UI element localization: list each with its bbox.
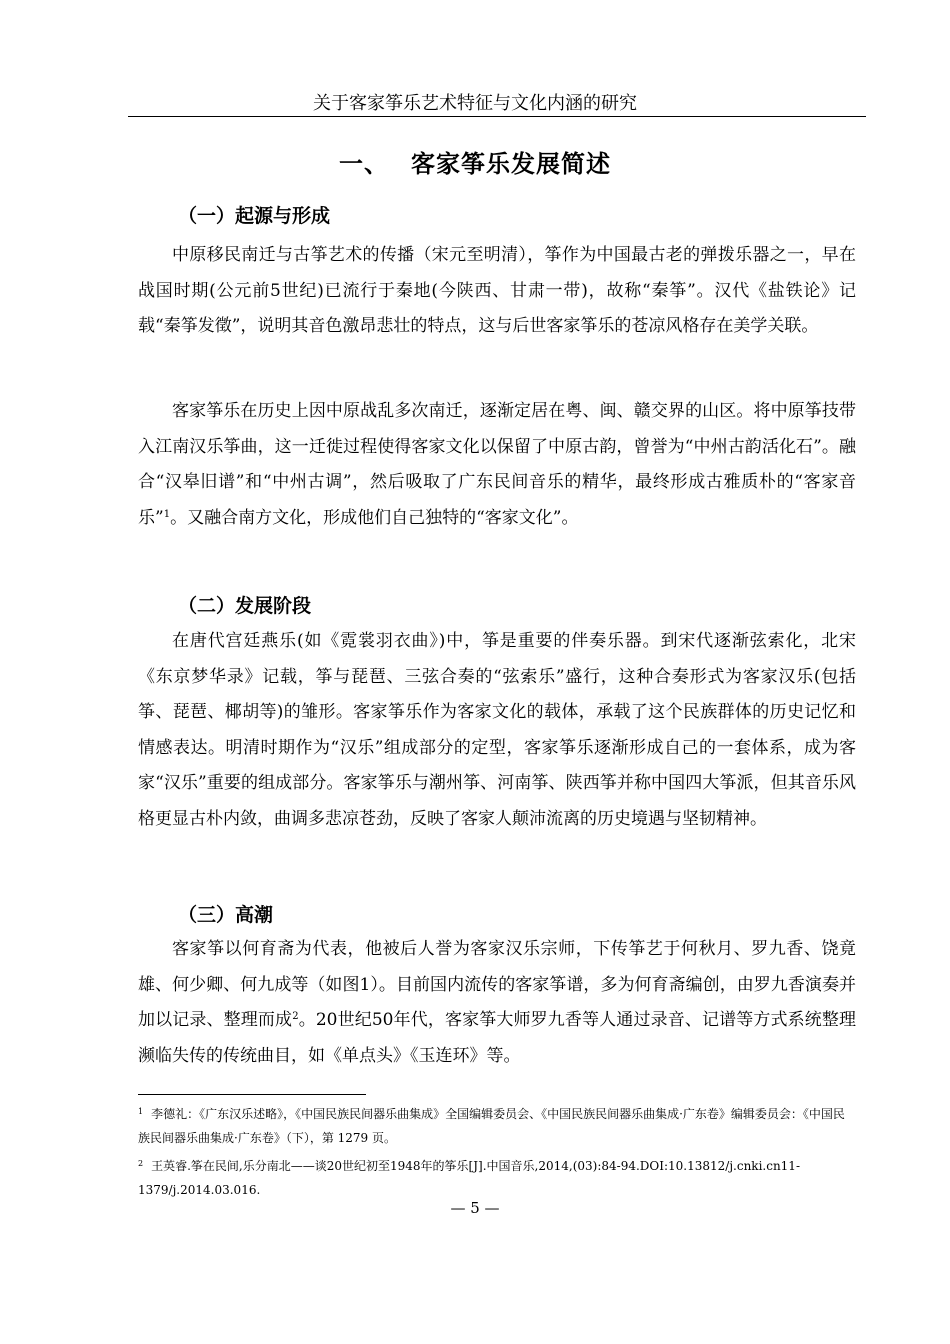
footnote-ref: 2 (292, 1011, 299, 1022)
paragraph: 中原移民南迁与古筝艺术的传播（宋元至明清），筝作为中国最古老的弹拨乐器之一，早在战国时期(公元前5世纪)已流行于秦地(今陕西、甘肃一带)，故称“秦筝”。汉代《盐铁论》记载“秦筝发徵”，说明其音色激昂悲壮的特点，这与后世客家筝乐的苍凉风格存在美学关联。 (138, 245, 856, 336)
footnote-mark: 2 (138, 1159, 144, 1168)
footnote: $^2$ 王英睿.筝在民间,乐分南北——谈20世纪初至1948年的筝乐[J].中国音乐,2014,(03):84-94.DOI:10.13812/j.cnki.cn11-1379/j.2014.03.016. (138, 1159, 800, 1197)
paragraph: 在唐代宫廷燕乐(如《霓裳羽衣曲》)中，筝是重要的伴奏乐器。到宋代逐渐弦索化，北宋《东京梦华录》记载，筝与琵琶、三弦合奏的“弦索乐”盛行，这种合奏形式为客家汉乐(包括筝、琵琶、椰胡等)的雏形。客家筝乐作为客家文化的载体，承载了这个民族群体的历史记忆和情感表达。明清时期作为“汉乐”组成部分的定型，客家筝乐逐渐形成自己的一套体系，成为客家“汉乐”重要的组成部分。客家筝乐与潮州筝、河南筝、陕西筝并称中国四大筝派，但其音乐风格更显古朴内敛，曲调多悲凉苍劲，反映了客家人颠沛流离的历史境遇与坚韧精神。 (138, 631, 856, 829)
footnote: $^1$ 李德礼：《广东汉乐述略》，《中国民族民间器乐曲集成》全国编辑委员会、《中国民族民间器乐曲集成·广东卷》编辑委员会：《中国民族民间器乐曲集成·广东卷》（下），第 1279 页。 (138, 1107, 845, 1145)
footnote-separator (138, 1094, 366, 1095)
header-rule (128, 116, 866, 117)
paragraph: 客家筝以何育斋为代表，他被后人誉为客家汉乐宗师，下传筝艺于何秋月、罗九香、饶竟雄、何少卿、何九成等（如图1）。目前国内流传的客家筝谱，多为何育斋编创，由罗九香演奏并加以记录、整理而成$^2$。20世纪50年代，客家筝大师罗九香等人通过录音、记谱等方式系统整理濒临失传的传统曲目，如《单点头》《玉连环》等。 (138, 939, 857, 1066)
section-title (0, 147, 950, 181)
section-number: 一、 (339, 150, 389, 178)
subsection-heading-development: （二）发展阶段 (178, 595, 312, 617)
subsection-heading-climax: （三）高潮 (178, 904, 274, 926)
running-header: 关于客家筝乐艺术特征与文化内涵的研究 (313, 93, 637, 114)
section-title-text: 客家筝乐发展简述 (411, 150, 611, 178)
footnote-ref: 1 (163, 508, 171, 520)
footnote-mark: 1 (138, 1107, 144, 1116)
paragraph: 客家筝乐在历史上因中原战乱多次南迁，逐渐定居在粤、闽、赣交界的山区。将中原筝技带入江南汉乐筝曲，这一迁徙过程使得客家文化以保留了中原古韵，曾誉为“中州古韵活化石”。融合“汉皋旧谱”和“中州古调”，然后吸取了广东民间音乐的精华，最终形成古雅质朴的“客家音乐”$^1$。又融合南方文化，形成他们自己独特的“客家文化”。 (138, 401, 856, 528)
page-number: — 5 — (450, 1199, 500, 1217)
subsection-heading-origin: （一）起源与形成 (178, 205, 331, 227)
